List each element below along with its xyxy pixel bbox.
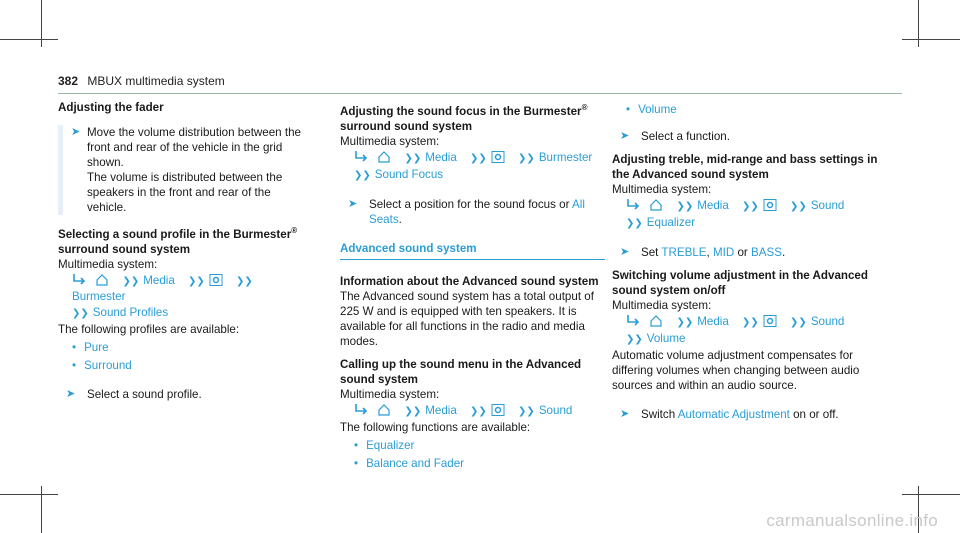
multimedia-label: Multimedia system:: [58, 257, 158, 271]
profile-heading2: surround sound system: [58, 242, 191, 256]
select-profile-text: Select a sound profile.: [87, 387, 202, 401]
return-arrow-icon: [354, 404, 368, 416]
mid-link[interactable]: MID: [712, 246, 735, 259]
page-title: MBUX multimedia system: [87, 74, 225, 88]
gear-icon[interactable]: [491, 151, 505, 163]
select-profile-step: [58, 387, 308, 402]
step-arrow-icon: ➤: [620, 246, 630, 258]
switch-step: [612, 407, 882, 422]
nav-path: [612, 198, 882, 214]
chevron-icon: ❯❯: [518, 405, 535, 417]
gear-icon[interactable]: [491, 404, 505, 416]
switch-post: on or off.: [789, 408, 839, 421]
chevron-icon: ❯❯: [626, 218, 643, 229]
path-media[interactable]: Media: [697, 315, 729, 328]
bullet: •: [72, 358, 77, 372]
fader-step-text2: The volume is distributed between the speakers in the front and rear of the vehicle.: [87, 171, 283, 214]
chevron-icon: ❯❯: [676, 201, 694, 212]
option-surround: [58, 358, 308, 373]
home-icon[interactable]: [95, 274, 109, 286]
nav-path-cont: [340, 167, 605, 183]
gear-icon[interactable]: [763, 199, 777, 211]
profile-heading: [58, 223, 308, 242]
focus-step-pre: Select a position for the sound focus or: [369, 197, 573, 211]
path-sound[interactable]: Sound: [538, 403, 573, 417]
or-text: or: [734, 246, 752, 259]
registered-mark: ®: [291, 226, 298, 235]
path-media[interactable]: Media: [425, 150, 457, 164]
auto-text: Automatic volume adjustment compensates for differing volumes when changing between audio sources and within an audio source.: [612, 349, 860, 392]
path-sound-profiles[interactable]: Sound Profiles: [92, 305, 169, 319]
focus-all-link[interactable]: All: [572, 197, 585, 211]
treble-link[interactable]: TREBLE: [661, 246, 707, 259]
column-middle: [340, 100, 605, 474]
focus-heading-text: Adjusting the sound focus in the Burmester: [340, 104, 582, 118]
home-icon[interactable]: [377, 151, 391, 163]
home-icon[interactable]: [377, 404, 391, 416]
path-media[interactable]: Media: [697, 199, 729, 212]
following-text: The following profiles are available:: [58, 322, 240, 336]
multimedia-label2: Multimedia system:: [612, 299, 712, 312]
chevron-icon: ❯❯: [790, 201, 807, 212]
home-icon[interactable]: [649, 199, 663, 211]
nav-path2: [612, 314, 882, 330]
column-right: [612, 100, 882, 430]
path-sound[interactable]: Sound: [810, 315, 845, 328]
nav-path: [340, 150, 605, 166]
option-balance: [340, 456, 605, 471]
info-heading: Information about the Advanced sound system: [340, 274, 599, 288]
gear-icon[interactable]: [209, 274, 223, 286]
option-volume: [612, 102, 882, 117]
path-sound-focus[interactable]: Sound Focus: [374, 167, 444, 181]
option-balance-link[interactable]: Balance and Fader: [366, 456, 465, 470]
path-volume[interactable]: Volume: [646, 332, 686, 345]
option-surround-link[interactable]: Surround: [84, 358, 132, 372]
path-burmester[interactable]: Burmester: [72, 289, 126, 303]
chevron-icon: ❯❯: [518, 152, 535, 164]
gear-icon[interactable]: [763, 315, 777, 327]
focus-heading2: surround sound system: [340, 119, 473, 133]
chevron-icon: ❯❯: [404, 405, 422, 417]
option-pure-link[interactable]: Pure: [84, 340, 109, 354]
watermark: carmanualsonline.info: [766, 511, 938, 530]
call-heading: Calling up the sound menu in the Advanced sound system: [340, 357, 582, 386]
chevron-icon: ❯❯: [742, 201, 759, 212]
multimedia-label: Multimedia system:: [612, 183, 712, 196]
home-icon[interactable]: [649, 315, 663, 327]
path-media[interactable]: Media: [143, 273, 175, 287]
chevron-icon: ❯❯: [188, 275, 205, 287]
multimedia-label2: Multimedia system:: [340, 387, 440, 401]
focus-step: [340, 197, 605, 227]
path-sound[interactable]: Sound: [810, 199, 845, 212]
bullet: •: [626, 103, 631, 116]
return-arrow-icon: [72, 274, 86, 286]
bullet: •: [354, 438, 359, 452]
multimedia-label: Multimedia system:: [340, 134, 440, 148]
chevron-icon: ❯❯: [236, 275, 253, 287]
treble-heading: Adjusting treble, mid-range and bass settings in the Advanced sound system: [612, 153, 878, 181]
crop-mark: [0, 494, 58, 495]
path-burmester[interactable]: Burmester: [538, 150, 593, 164]
bullet: •: [354, 456, 359, 470]
return-arrow-icon: [626, 199, 640, 211]
nav-path-cont: [612, 215, 882, 231]
section-rule: [340, 259, 605, 260]
fader-heading: Adjusting the fader: [58, 101, 164, 114]
switch-pre: Switch: [641, 408, 678, 421]
option-pure: [58, 340, 308, 355]
select-function-step: [612, 129, 882, 144]
switch-heading: Switching volume adjustment in the Advanced sound system on/off: [612, 269, 868, 297]
path-equalizer[interactable]: Equalizer: [646, 216, 696, 229]
return-arrow-icon: [354, 151, 368, 163]
nav-path: [58, 273, 308, 304]
automatic-adjustment-link[interactable]: Automatic Adjustment: [677, 408, 790, 421]
fader-step-text: Move the volume distribution between the front and rear of the vehicle in the grid shown.: [87, 126, 301, 169]
step-arrow-icon: ➤: [66, 387, 76, 400]
set-step-text: Set TREBLE, MID or BASS.: [641, 246, 786, 259]
bullet: •: [72, 340, 77, 354]
chevron-icon: ❯❯: [626, 334, 643, 345]
chevron-icon: ❯❯: [122, 275, 140, 287]
section-title: Advanced sound system: [340, 241, 477, 255]
crop-mark: [902, 39, 960, 40]
set-pre: Set: [641, 246, 662, 259]
chevron-icon: ❯❯: [404, 152, 422, 164]
focus-seats-link[interactable]: Seats: [369, 212, 399, 226]
chevron-icon: ❯❯: [790, 317, 807, 328]
info-text: The Advanced sound system has a total output of 225 W and is equipped with ten speakers. It is available for all functions in the radio and media modes.: [340, 289, 594, 348]
page-header: [58, 74, 225, 89]
step-arrow-icon: ➤: [620, 130, 630, 142]
page-number: 382: [58, 74, 79, 88]
step-arrow-icon: ➤: [348, 197, 358, 210]
chevron-icon: ❯❯: [742, 317, 759, 328]
nav-path2: [340, 403, 605, 419]
step-arrow-icon: ➤: [71, 126, 81, 138]
focus-heading: [340, 100, 605, 119]
step-arrow-icon: ➤: [620, 408, 630, 420]
set-step: [612, 245, 882, 260]
column-left: [58, 100, 308, 410]
bass-link[interactable]: BASS: [751, 246, 782, 259]
chevron-icon: ❯❯: [354, 169, 371, 181]
crop-mark: [0, 39, 58, 40]
header-rule: [58, 93, 902, 94]
path-media[interactable]: Media: [425, 403, 457, 417]
nav-path-cont: [58, 305, 308, 321]
focus-step-text: Select a position for the sound focus or All Seats.: [369, 197, 585, 226]
chevron-icon: ❯❯: [72, 307, 89, 319]
option-equalizer: [340, 438, 605, 453]
select-function-text: Select a function.: [641, 130, 730, 143]
option-equalizer-link[interactable]: Equalizer: [366, 438, 415, 452]
chevron-icon: ❯❯: [470, 152, 487, 164]
profile-heading-text: Selecting a sound profile in the Burmester: [58, 227, 292, 241]
chevron-icon: ❯❯: [470, 405, 487, 417]
nav-path2-cont: [612, 331, 882, 347]
following-text: The following functions are available:: [340, 420, 531, 434]
fader-step: [58, 125, 308, 215]
crop-mark: [902, 494, 960, 495]
chevron-icon: ❯❯: [676, 317, 694, 328]
option-volume-link[interactable]: Volume: [638, 103, 677, 116]
registered-mark: ®: [581, 103, 588, 112]
return-arrow-icon: [626, 315, 640, 327]
switch-step-text: [641, 407, 882, 422]
